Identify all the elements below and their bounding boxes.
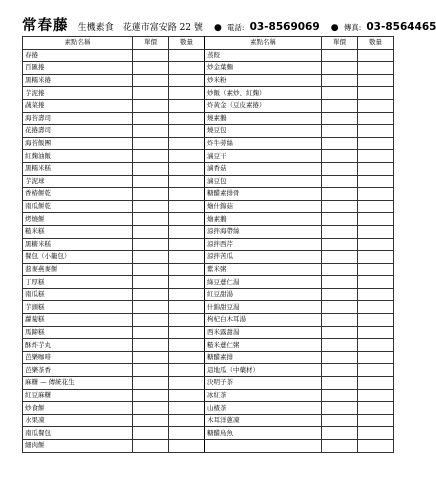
- table-row: [23, 112, 394, 125]
- right-price-cell[interactable]: [322, 87, 358, 100]
- left-price-cell[interactable]: [133, 389, 169, 402]
- left-item-name: 南瓜糕: [23, 288, 133, 301]
- right-item-name: 決明子茶: [205, 377, 322, 390]
- left-price-cell[interactable]: [133, 377, 169, 390]
- right-qty-cell[interactable]: [358, 326, 394, 339]
- table-row: [23, 162, 394, 175]
- table-row: [23, 364, 394, 377]
- right-price-cell[interactable]: [322, 440, 358, 453]
- left-item-name: 蘿蔔糕: [23, 314, 133, 327]
- left-item-name: 芋頭糕: [23, 301, 133, 314]
- right-qty-cell[interactable]: [358, 213, 394, 226]
- left-price-cell[interactable]: [133, 427, 169, 440]
- left-price-cell[interactable]: [133, 364, 169, 377]
- right-price-cell[interactable]: [322, 414, 358, 427]
- fax-label: 傳真:: [343, 23, 362, 32]
- right-qty-cell[interactable]: [358, 251, 394, 264]
- right-item-name: 涼拌海帶絲: [205, 225, 322, 238]
- right-item-name: 燒豆包: [205, 125, 322, 138]
- right-price-cell[interactable]: [322, 62, 358, 75]
- left-qty-cell[interactable]: [169, 188, 205, 201]
- right-qty-cell[interactable]: [358, 314, 394, 327]
- right-item-name: 西米露甜湯: [205, 326, 322, 339]
- right-price-cell[interactable]: [322, 225, 358, 238]
- table-row: [23, 175, 394, 188]
- left-price-cell[interactable]: [133, 200, 169, 213]
- right-qty-cell[interactable]: [358, 276, 394, 289]
- left-item-name: 紅麴油飯: [23, 150, 133, 163]
- left-item-name: 丁厚糕: [23, 276, 133, 289]
- left-price-cell[interactable]: [133, 62, 169, 75]
- column-header-name: 素點名稱: [205, 37, 322, 50]
- table-row: [23, 213, 394, 226]
- right-qty-cell[interactable]: [358, 225, 394, 238]
- left-qty-cell[interactable]: [169, 225, 205, 238]
- right-price-cell[interactable]: [322, 188, 358, 201]
- table-row: [23, 87, 394, 100]
- right-qty-cell[interactable]: [358, 175, 394, 188]
- left-qty-cell[interactable]: [169, 137, 205, 150]
- left-item-name: 南瓜餐包: [23, 427, 133, 440]
- left-item-name: 芭樂咖啡: [23, 351, 133, 364]
- right-qty-cell[interactable]: [358, 162, 394, 175]
- left-item-name: 餐包（小籠包）: [23, 251, 133, 264]
- left-qty-cell[interactable]: [169, 301, 205, 314]
- left-qty-cell[interactable]: [169, 162, 205, 175]
- left-price-cell[interactable]: [133, 414, 169, 427]
- table-row: [23, 339, 394, 352]
- right-item-name: 滷香菇: [205, 162, 322, 175]
- left-item-name: 烤燒餅: [23, 213, 133, 226]
- right-price-cell[interactable]: [322, 351, 358, 364]
- right-item-name: 枸杞白木耳湯: [205, 314, 322, 327]
- right-item-name: 糖醋素排: [205, 351, 322, 364]
- right-price-cell[interactable]: [322, 200, 358, 213]
- left-price-cell[interactable]: [133, 49, 169, 62]
- table-row: [23, 251, 394, 264]
- left-price-cell[interactable]: [133, 339, 169, 352]
- right-item-name: 山楂茶: [205, 402, 322, 415]
- right-price-cell[interactable]: [322, 251, 358, 264]
- left-qty-cell[interactable]: [169, 263, 205, 276]
- left-price-cell[interactable]: [133, 125, 169, 138]
- right-item-name: 滷豆干: [205, 150, 322, 163]
- right-item-name: 紫米粥: [205, 263, 322, 276]
- left-qty-cell[interactable]: [169, 112, 205, 125]
- left-price-cell[interactable]: [133, 301, 169, 314]
- left-qty-cell[interactable]: [169, 440, 205, 453]
- table-row: [23, 414, 394, 427]
- right-qty-cell[interactable]: [358, 49, 394, 62]
- left-price-cell[interactable]: [133, 402, 169, 415]
- left-price-cell[interactable]: [133, 225, 169, 238]
- left-qty-cell[interactable]: [169, 175, 205, 188]
- left-item-name: 香椿餅乾: [23, 188, 133, 201]
- right-price-cell[interactable]: [322, 364, 358, 377]
- left-item-name: 海苔壽司: [23, 112, 133, 125]
- right-price-cell[interactable]: [322, 301, 358, 314]
- left-price-cell[interactable]: [133, 175, 169, 188]
- phone-bullet-icon: ●: [213, 23, 222, 33]
- right-item-name: 滷豆包: [205, 175, 322, 188]
- right-item-name: 燴素鵝: [205, 213, 322, 226]
- left-qty-cell[interactable]: [169, 414, 205, 427]
- right-qty-cell[interactable]: [358, 414, 394, 427]
- left-price-cell[interactable]: [133, 162, 169, 175]
- right-qty-cell[interactable]: [358, 188, 394, 201]
- left-qty-cell[interactable]: [169, 150, 205, 163]
- left-price-cell[interactable]: [133, 238, 169, 251]
- left-price-cell[interactable]: [133, 440, 169, 453]
- right-item-name: 炸牛蒡絲: [205, 137, 322, 150]
- left-qty-cell[interactable]: [169, 389, 205, 402]
- right-qty-cell[interactable]: [358, 351, 394, 364]
- left-item-name: 春捲: [23, 49, 133, 62]
- left-item-name: 細肉餅: [23, 440, 133, 453]
- right-qty-cell[interactable]: [358, 427, 394, 440]
- left-qty-cell[interactable]: [169, 238, 205, 251]
- table-row: [23, 288, 394, 301]
- column-header-price: 單價: [322, 37, 358, 50]
- right-price-cell[interactable]: [322, 162, 358, 175]
- right-qty-cell[interactable]: [358, 288, 394, 301]
- table-row: [23, 125, 394, 138]
- store-address: 花蓮市富安路 22 號: [122, 23, 203, 33]
- fax-number: 03-8564465: [366, 21, 436, 33]
- right-price-cell[interactable]: [322, 238, 358, 251]
- left-item-name: 炒食餅: [23, 402, 133, 415]
- left-qty-cell[interactable]: [169, 62, 205, 75]
- right-price-cell[interactable]: [322, 314, 358, 327]
- right-item-name: [205, 440, 322, 453]
- left-price-cell[interactable]: [133, 213, 169, 226]
- left-price-cell[interactable]: [133, 314, 169, 327]
- right-item-name: 炒米粉: [205, 74, 322, 87]
- table-row: [23, 49, 394, 62]
- right-item-name: 炒金葉麵: [205, 62, 322, 75]
- column-header-price: 單價: [133, 37, 169, 50]
- header-bar: [22, 14, 436, 34]
- left-item-name: 芋泥球: [23, 175, 133, 188]
- left-qty-cell[interactable]: [169, 314, 205, 327]
- fax-bullet-icon: ●: [330, 23, 339, 33]
- phone-label: 電話:: [226, 23, 245, 32]
- right-price-cell[interactable]: [322, 125, 358, 138]
- table-row: [23, 238, 394, 251]
- right-item-name: 這地瓜（中藥材）: [205, 364, 322, 377]
- left-price-cell[interactable]: [133, 251, 169, 264]
- right-item-name: 糖醋鳥魚: [205, 427, 322, 440]
- table-row: [23, 188, 394, 201]
- left-qty-cell[interactable]: [169, 251, 205, 264]
- right-price-cell[interactable]: [322, 137, 358, 150]
- right-item-name: 糙米薏仁粥: [205, 339, 322, 352]
- order-table: [22, 36, 394, 453]
- left-price-cell[interactable]: [133, 326, 169, 339]
- right-price-cell[interactable]: [322, 150, 358, 163]
- right-qty-cell[interactable]: [358, 74, 394, 87]
- right-qty-cell[interactable]: [358, 440, 394, 453]
- left-qty-cell[interactable]: [169, 99, 205, 112]
- left-item-name: 百匯捲: [23, 62, 133, 75]
- left-qty-cell[interactable]: [169, 377, 205, 390]
- right-qty-cell[interactable]: [358, 99, 394, 112]
- left-price-cell[interactable]: [133, 99, 169, 112]
- left-item-name: 蕎麥燕麥餅: [23, 263, 133, 276]
- left-item-name: 水果凍: [23, 414, 133, 427]
- table-row: [23, 314, 394, 327]
- right-qty-cell[interactable]: [358, 263, 394, 276]
- table-row: [23, 351, 394, 364]
- store-name: 常春藤: [22, 17, 69, 34]
- order-table-body: [23, 49, 394, 452]
- left-qty-cell[interactable]: [169, 326, 205, 339]
- table-row: [23, 99, 394, 112]
- right-item-name: 糖醋素排骨: [205, 188, 322, 201]
- right-price-cell[interactable]: [322, 288, 358, 301]
- left-price-cell[interactable]: [133, 351, 169, 364]
- right-qty-cell[interactable]: [358, 125, 394, 138]
- left-price-cell[interactable]: [133, 276, 169, 289]
- table-row: [23, 74, 394, 87]
- right-price-cell[interactable]: [322, 213, 358, 226]
- left-qty-cell[interactable]: [169, 339, 205, 352]
- right-qty-cell[interactable]: [358, 364, 394, 377]
- right-price-cell[interactable]: [322, 377, 358, 390]
- table-row: [23, 301, 394, 314]
- left-item-name: 蔬菜捲: [23, 99, 133, 112]
- table-row: [23, 200, 394, 213]
- table-row: [23, 326, 394, 339]
- left-qty-cell[interactable]: [169, 213, 205, 226]
- table-row: [23, 427, 394, 440]
- right-item-name: 涼拌苦瓜: [205, 251, 322, 264]
- left-item-name: 黑糯米糕: [23, 162, 133, 175]
- table-row: [23, 402, 394, 415]
- table-row: [23, 225, 394, 238]
- right-price-cell[interactable]: [322, 326, 358, 339]
- left-price-cell[interactable]: [133, 87, 169, 100]
- left-price-cell[interactable]: [133, 288, 169, 301]
- right-price-cell[interactable]: [322, 175, 358, 188]
- left-price-cell[interactable]: [133, 74, 169, 87]
- right-qty-cell[interactable]: [358, 339, 394, 352]
- right-item-name: 紅豆甜湯: [205, 288, 322, 301]
- right-qty-cell[interactable]: [358, 62, 394, 75]
- left-item-name: 花捲壽司: [23, 125, 133, 138]
- right-qty-cell[interactable]: [358, 301, 394, 314]
- left-item-name: 海苔飯團: [23, 137, 133, 150]
- left-qty-cell[interactable]: [169, 288, 205, 301]
- right-qty-cell[interactable]: [358, 200, 394, 213]
- table-row: [23, 137, 394, 150]
- right-price-cell[interactable]: [322, 74, 358, 87]
- left-qty-cell[interactable]: [169, 74, 205, 87]
- column-header-name: 素點名稱: [23, 37, 133, 50]
- right-price-cell[interactable]: [322, 427, 358, 440]
- left-item-name: 黑糯米捲: [23, 74, 133, 87]
- right-price-cell[interactable]: [322, 389, 358, 402]
- right-item-name: 什錦甜豆湯: [205, 301, 322, 314]
- right-item-name: 蒸餃: [205, 49, 322, 62]
- right-qty-cell[interactable]: [358, 87, 394, 100]
- left-qty-cell[interactable]: [169, 402, 205, 415]
- left-qty-cell[interactable]: [169, 351, 205, 364]
- table-row: [23, 150, 394, 163]
- left-price-cell[interactable]: [133, 112, 169, 125]
- right-item-name: 涼拌西芹: [205, 238, 322, 251]
- right-price-cell[interactable]: [322, 99, 358, 112]
- right-price-cell[interactable]: [322, 339, 358, 352]
- left-qty-cell[interactable]: [169, 276, 205, 289]
- right-item-name: 冰紅茶: [205, 389, 322, 402]
- right-item-name: 燴什錦菇: [205, 200, 322, 213]
- left-item-name: 馬蹄糕: [23, 326, 133, 339]
- left-item-name: 黑糖米糕: [23, 238, 133, 251]
- left-item-name: 酥炸芋丸: [23, 339, 133, 352]
- right-qty-cell[interactable]: [358, 377, 394, 390]
- table-header-row: [23, 37, 394, 50]
- left-item-name: 南瓜餅乾: [23, 200, 133, 213]
- left-price-cell[interactable]: [133, 188, 169, 201]
- left-qty-cell[interactable]: [169, 364, 205, 377]
- left-item-name: 芭樂茶香: [23, 364, 133, 377]
- left-price-cell[interactable]: [133, 263, 169, 276]
- left-price-cell[interactable]: [133, 150, 169, 163]
- left-item-name: 麻糬 — 傳統花生: [23, 377, 133, 390]
- table-row: [23, 377, 394, 390]
- left-qty-cell[interactable]: [169, 87, 205, 100]
- right-price-cell[interactable]: [322, 112, 358, 125]
- left-qty-cell[interactable]: [169, 427, 205, 440]
- table-row: [23, 62, 394, 75]
- phone-number: 03-8569069: [249, 21, 320, 33]
- table-row: [23, 389, 394, 402]
- right-item-name: 炸黃金（豆皮素捲）: [205, 99, 322, 112]
- left-price-cell[interactable]: [133, 137, 169, 150]
- left-qty-cell[interactable]: [169, 125, 205, 138]
- right-item-name: 炒飯（素炒、紅麴）: [205, 87, 322, 100]
- left-qty-cell[interactable]: [169, 49, 205, 62]
- left-item-name: 糙米糕: [23, 225, 133, 238]
- right-qty-cell[interactable]: [358, 137, 394, 150]
- right-qty-cell[interactable]: [358, 389, 394, 402]
- right-price-cell[interactable]: [322, 276, 358, 289]
- column-header-qty: 數量: [169, 37, 205, 50]
- right-qty-cell[interactable]: [358, 112, 394, 125]
- right-qty-cell[interactable]: [358, 150, 394, 163]
- column-header-qty: 數量: [358, 37, 394, 50]
- right-price-cell[interactable]: [322, 402, 358, 415]
- left-item-name: 芋泥捲: [23, 87, 133, 100]
- right-qty-cell[interactable]: [358, 402, 394, 415]
- right-qty-cell[interactable]: [358, 238, 394, 251]
- right-price-cell[interactable]: [322, 49, 358, 62]
- store-subtitle: 生機素食: [77, 23, 114, 33]
- table-row: [23, 440, 394, 453]
- table-row: [23, 263, 394, 276]
- right-price-cell[interactable]: [322, 263, 358, 276]
- right-item-name: 木耳洋蔥凍: [205, 414, 322, 427]
- table-row: [23, 276, 394, 289]
- right-item-name: 綠豆薏仁湯: [205, 276, 322, 289]
- left-qty-cell[interactable]: [169, 200, 205, 213]
- left-item-name: 紅豆麻糬: [23, 389, 133, 402]
- right-item-name: 燒素鵝: [205, 112, 322, 125]
